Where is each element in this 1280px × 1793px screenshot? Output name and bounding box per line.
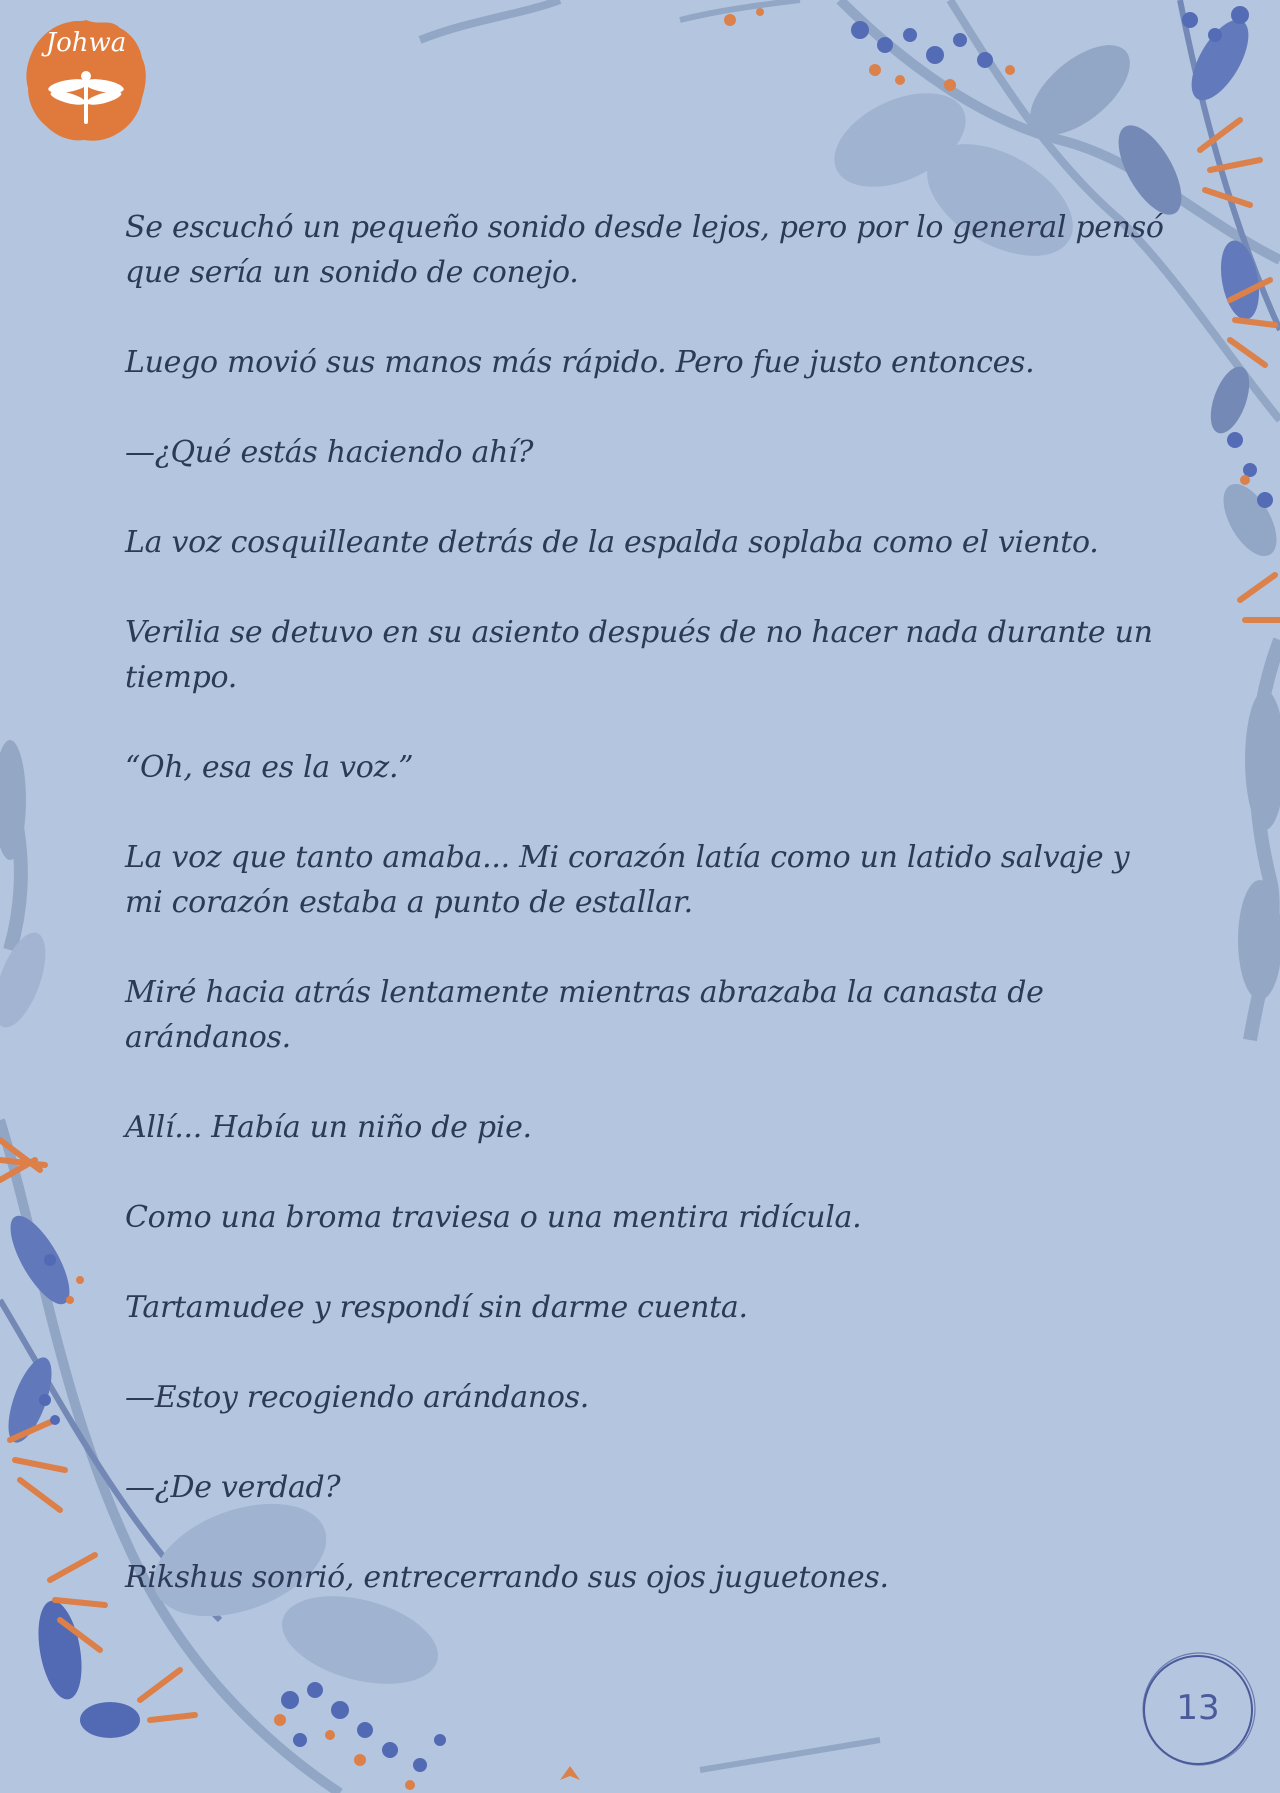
- paragraph: La voz cosquilleante detrás de la espalda soplaba como el viento.: [125, 525, 1099, 560]
- paragraph: Verilia se detuvo en su asiento después de no hacer nada durante un tiempo.: [125, 615, 1153, 695]
- paragraph: Como una broma traviesa o una mentira ridícula.: [125, 1200, 862, 1235]
- paragraph: “Oh, esa es la voz.”: [125, 750, 414, 785]
- paragraph: Se escuchó un pequeño sonido desde lejos, pero por lo general pensó que sería un sonido de conejo.: [125, 210, 1164, 290]
- paragraph: Miré hacia atrás lentamente mientras abrazaba la canasta de arándanos.: [125, 975, 1044, 1055]
- right-mid-foliage: [1238, 640, 1280, 1040]
- left-mid-foliage: [0, 740, 56, 1034]
- paragraph: Luego movió sus manos más rápido. Pero fue justo entonces.: [125, 345, 1035, 380]
- paragraph: Tartamudee y respondí sin darme cuenta.: [125, 1290, 748, 1325]
- paragraph: —¿Qué estás haciendo ahí?: [125, 435, 534, 470]
- paragraph: La voz que tanto amaba... Mi corazón latía como un latido salvaje y mi corazón estaba a punto de estallar.: [125, 840, 1130, 920]
- story-text: [125, 205, 1165, 1645]
- page-number-badge: [1136, 1648, 1260, 1772]
- paragraph: —Estoy recogiendo arándanos.: [125, 1380, 589, 1415]
- page-number: 13: [1176, 1688, 1220, 1728]
- dragonfly-icon: [46, 68, 126, 128]
- paragraph: —¿De verdad?: [125, 1470, 341, 1505]
- logo-text: Johwa: [45, 28, 127, 58]
- paragraph: Rikshus sonrió, entrecerrando sus ojos juguetones.: [125, 1560, 889, 1595]
- publisher-logo: [22, 16, 150, 144]
- paragraph: Allí... Había un niño de pie.: [125, 1110, 532, 1145]
